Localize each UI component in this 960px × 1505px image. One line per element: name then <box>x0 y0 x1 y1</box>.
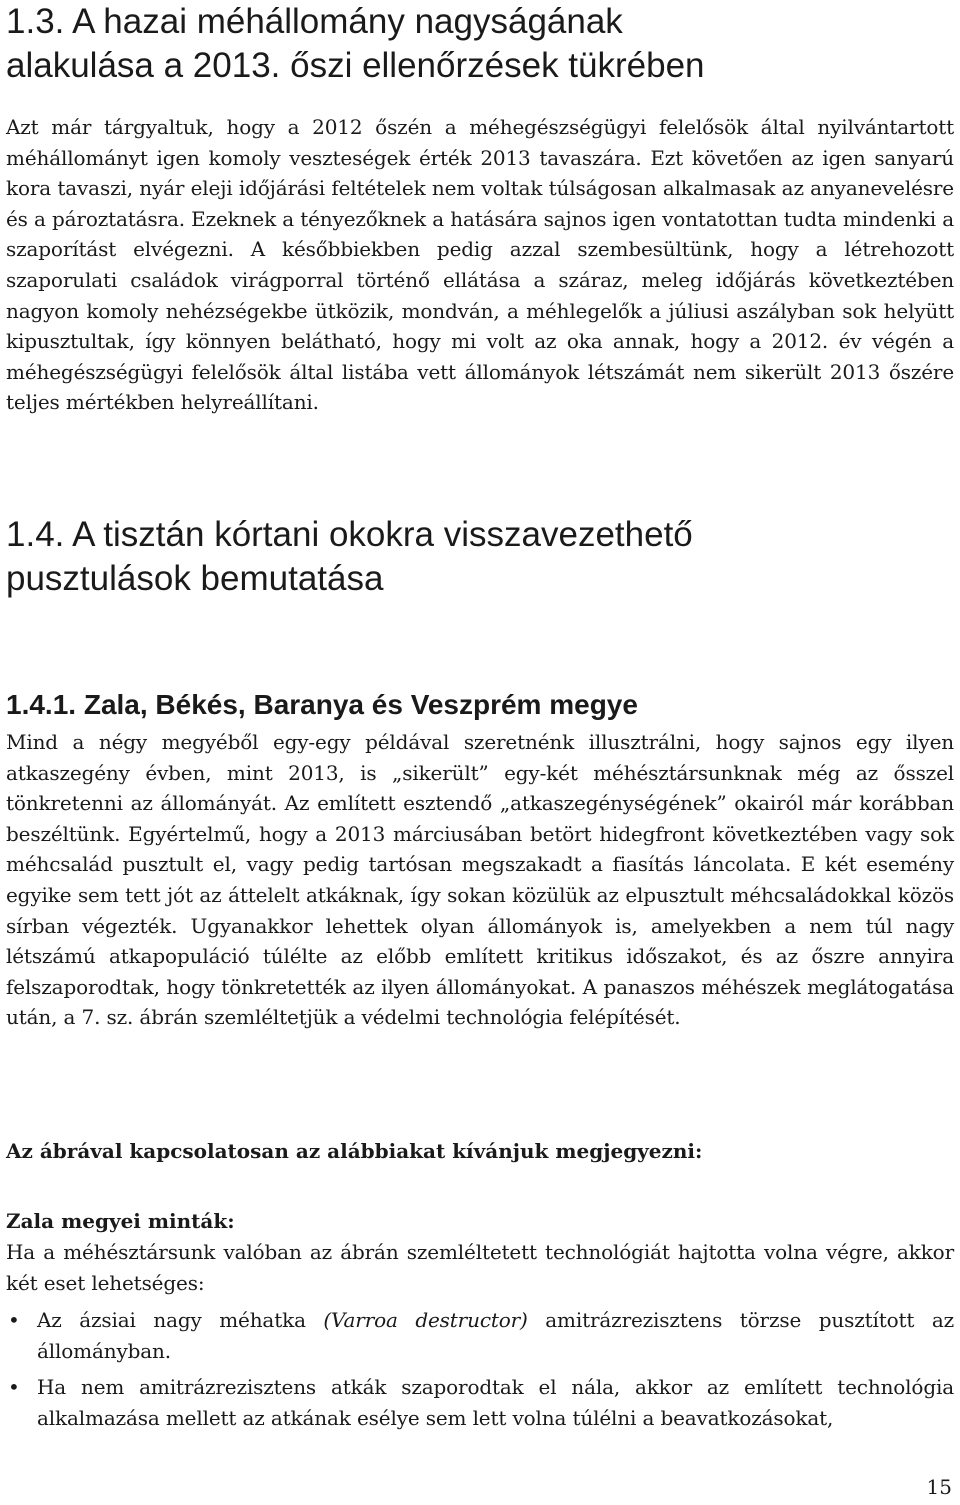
section-1-3-heading-line1: 1.3. A hazai méhállomány nagyságának <box>6 2 623 41</box>
section-1-3-heading <box>6 0 705 88</box>
page-number: 15 <box>926 1475 952 1499</box>
section-1-4-1-paragraph: Mind a négy megyéből egy-egy példával szeretnénk illusztrálni, hogy sajnos egy ilyen atkaszegény évben, mint 2013, is „sikerült” egy-két méhésztársunknak még az ősszel tönkretenni az állományát. Az említett esztendő „atkaszegénységének” okairól már korábban beszéltünk. Egyértelmű, hogy a 2013 márciusában betört hidegfront következtében vagy sok méhcsalád pusztult el, vagy pedig tartósan megszakadt a fiasítás láncolata. E két esemény egyike sem tett jót az áttelelt atkáknak, így sokan közülük az elpusztult méhcsaládokkal közös sírban végezték. Ugyanakkor lehettek olyan állományok is, amelyekben a nem túl nagy létszámú atkapopuláció túlélte az előbb említett kritikus időszakot, és az őszre annyira felszaporodtak, hogy tönkretették az ilyen állományokat. A panaszos méhészek meglátogatása után, a 7. sz. ábrán szemléltetjük a védelmi technológia felépítését. <box>6 730 954 1030</box>
bullet-marker: • <box>8 1308 20 1332</box>
remark-heading: Az ábrával kapcsolatosan az alábbiakat kívánjuk megjegyezni: <box>6 1139 703 1163</box>
list-item-italic: (Varroa destructor) <box>323 1308 528 1332</box>
section-1-3-paragraph: Azt már tárgyaltuk, hogy a 2012 őszén a méhegészségügyi felelősök által nyilvántartott méhállományt igen komoly veszteségek érték 2013 tavaszára. Ezt követően az igen sanyarú kora tavaszi, nyár eleji időjárási feltételek nem voltak túlságosan alkalmasak az anyanevelésre és a pároztatásra. Ezeknek a tényezőknek a hatására sajnos igen vontatottan tudta mindenki a szaporítást elvégezni. A későbbiekben pedig azzal szembesültünk, hogy a létrehozott szaporulati családok virágporral történő ellátása a száraz, meleg időjárás következtében nagyon komoly nehézségekbe ütközik, mondván, a méhlegelők a júliusi aszályban sok helyütt kipusztultak, így könnyen belátható, hogy mi volt az oka annak, hogy a 2012. év végén a méhegészségügyi felelősök által listába vett állományok létszámát nem sikerült 2013 őszére teljes mértékben helyreállítani. <box>6 115 954 415</box>
section-1-4-heading-line2: pusztulások bemutatása <box>6 559 384 598</box>
zala-intro: Ha a méhésztársunk valóban az ábrán szemléltetett technológiát hajtotta volna végre, akkor két eset lehetséges: <box>6 1240 954 1295</box>
list-item <box>6 1372 954 1433</box>
zala-bullet-list <box>6 1305 954 1433</box>
section-1-4-heading-line1: 1.4. A tisztán kórtani okokra visszavezethető <box>6 515 693 554</box>
list-item-text: Az ázsiai nagy méhatka <box>37 1308 324 1332</box>
section-1-4-1-heading: 1.4.1. Zala, Békés, Baranya és Veszprém megye <box>6 689 638 720</box>
list-item-text-after: amitrázrezisztens törzse pusztított az állományban. <box>37 1308 955 1363</box>
bullet-marker: • <box>8 1375 20 1400</box>
list-item <box>6 1305 954 1366</box>
section-1-3-heading-line2: alakulása a 2013. őszi ellenőrzések tükrében <box>6 46 705 85</box>
zala-heading: Zala megyei minták: <box>6 1209 235 1233</box>
section-1-4-heading <box>6 513 693 601</box>
list-item-text: Ha nem amitrázrezisztens atkák szaporodtak el nála, akkor az említett technológia alkalmazása mellett az atkának esélye sem lett volna túlélni a beavatkozásokat, <box>37 1375 954 1430</box>
